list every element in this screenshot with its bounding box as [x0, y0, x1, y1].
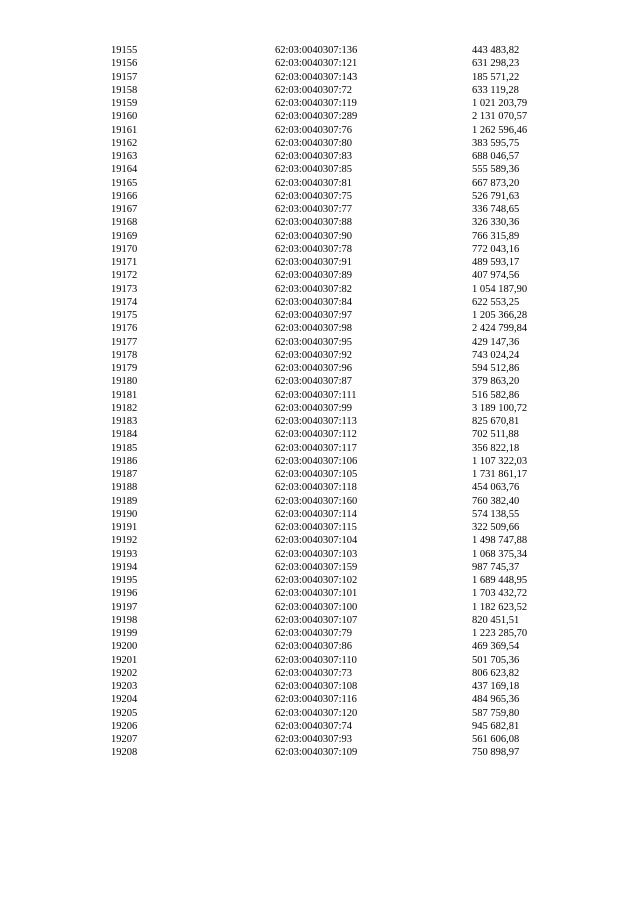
cadastral-number-cell: 62:03:0040307:92	[275, 349, 353, 361]
table-row	[0, 455, 640, 468]
row-number-cell: 19173	[111, 283, 138, 295]
row-number-cell: 19171	[111, 257, 138, 268]
table-row	[0, 57, 640, 70]
cadastral-number-cell: 62:03:0040307:105	[275, 469, 358, 480]
value-cell: 185 571,22	[472, 71, 520, 83]
cadastral-number-cell: 62:03:0040307:102	[275, 575, 358, 586]
value-cell: 1 731 861,17	[472, 469, 528, 480]
value-cell: 443 483,82	[472, 45, 520, 56]
row-number-cell: 19186	[111, 455, 138, 467]
row-number-cell: 19196	[111, 588, 138, 600]
cadastral-number-cell: 62:03:0040307:76	[275, 124, 353, 136]
cadastral-number-cell: 62:03:0040307:103	[275, 548, 358, 560]
cadastral-number-cell: 62:03:0040307:90	[275, 230, 353, 242]
cadastral-number-cell: 62:03:0040307:96	[275, 363, 353, 374]
cadastral-number-cell: 62:03:0040307:81	[275, 177, 353, 189]
cadastral-number-cell: 62:03:0040307:99	[275, 402, 353, 414]
cadastral-number-cell: 62:03:0040307:110	[275, 654, 357, 666]
row-number-cell: 19166	[111, 190, 138, 202]
cadastral-number-cell: 62:03:0040307:86	[275, 641, 353, 653]
cadastral-number-cell: 62:03:0040307:160	[275, 495, 358, 507]
value-cell: 772 043,16	[472, 243, 520, 255]
row-number-cell: 19169	[111, 230, 138, 242]
row-number-cell: 19161	[111, 124, 138, 136]
table-row	[0, 495, 640, 508]
table-row	[0, 415, 640, 428]
value-cell: 322 509,66	[472, 522, 520, 533]
row-number-cell: 19164	[111, 164, 138, 176]
table-row	[0, 534, 640, 547]
row-number-cell: 19191	[111, 522, 138, 533]
value-cell: 454 063,76	[472, 482, 520, 494]
cadastral-number-cell: 62:03:0040307:118	[275, 482, 357, 494]
value-cell: 574 138,55	[472, 508, 520, 520]
value-cell: 407 974,56	[472, 270, 520, 282]
value-cell: 326 330,36	[472, 217, 520, 229]
row-number-cell: 19193	[111, 548, 138, 560]
table-row	[0, 693, 640, 706]
row-number-cell: 19165	[111, 177, 138, 189]
cadastral-number-cell: 62:03:0040307:159	[275, 561, 358, 573]
row-number-cell: 19185	[111, 442, 138, 454]
cadastral-number-cell: 62:03:0040307:108	[275, 681, 358, 692]
row-number-cell: 19183	[111, 416, 138, 427]
row-number-cell: 19202	[111, 667, 138, 679]
row-number-cell: 19155	[111, 45, 138, 56]
cadastral-number-cell: 62:03:0040307:75	[275, 190, 353, 202]
value-cell: 1 205 366,28	[472, 310, 528, 321]
table-row	[0, 508, 640, 521]
table-row	[0, 561, 640, 574]
data-table	[0, 44, 640, 760]
cadastral-number-cell: 62:03:0040307:101	[275, 588, 358, 600]
table-row	[0, 389, 640, 402]
table-row	[0, 442, 640, 455]
row-number-cell: 19157	[111, 71, 138, 83]
value-cell: 633 119,28	[472, 84, 519, 96]
row-number-cell: 19200	[111, 641, 138, 653]
table-row	[0, 640, 640, 653]
row-number-cell: 19163	[111, 151, 138, 162]
table-row	[0, 362, 640, 375]
value-cell: 1 054 187,90	[472, 283, 528, 295]
row-number-cell: 19192	[111, 535, 138, 547]
value-cell: 526 791,63	[472, 190, 520, 202]
row-number-cell: 19195	[111, 575, 138, 586]
cadastral-number-cell: 62:03:0040307:117	[275, 442, 357, 454]
row-number-cell: 19205	[111, 707, 138, 719]
cadastral-number-cell: 62:03:0040307:106	[275, 455, 358, 467]
value-cell: 516 582,86	[472, 389, 520, 401]
table-row	[0, 707, 640, 720]
row-number-cell: 19168	[111, 217, 138, 229]
cadastral-number-cell: 62:03:0040307:120	[275, 707, 358, 719]
cadastral-number-cell: 62:03:0040307:85	[275, 164, 353, 176]
row-number-cell: 19201	[111, 654, 138, 666]
table-row	[0, 746, 640, 759]
value-cell: 1 021 203,79	[472, 98, 528, 109]
value-cell: 555 589,36	[472, 164, 520, 176]
value-cell: 820 451,51	[472, 614, 520, 626]
value-cell: 379 863,20	[472, 376, 520, 388]
value-cell: 1 068 375,34	[472, 548, 528, 560]
table-row	[0, 230, 640, 243]
table-row	[0, 349, 640, 362]
row-number-cell: 19187	[111, 469, 138, 480]
table-row	[0, 110, 640, 123]
row-number-cell: 19194	[111, 561, 138, 573]
row-number-cell: 19203	[111, 681, 138, 692]
cadastral-number-cell: 62:03:0040307:104	[275, 535, 358, 547]
value-cell: 1 262 596,46	[472, 124, 528, 136]
table-row	[0, 203, 640, 216]
cadastral-number-cell: 62:03:0040307:143	[275, 71, 358, 83]
row-number-cell: 19198	[111, 614, 138, 626]
row-number-cell: 19184	[111, 429, 138, 441]
cadastral-number-cell: 62:03:0040307:115	[275, 522, 357, 533]
row-number-cell: 19176	[111, 323, 138, 335]
table-row	[0, 309, 640, 322]
value-cell: 484 965,36	[472, 694, 520, 706]
cadastral-number-cell: 62:03:0040307:88	[275, 217, 353, 229]
value-cell: 766 315,89	[472, 230, 520, 242]
row-number-cell: 19178	[111, 349, 138, 361]
table-row	[0, 256, 640, 269]
table-row	[0, 468, 640, 481]
cadastral-number-cell: 62:03:0040307:119	[275, 98, 357, 109]
row-number-cell: 19180	[111, 376, 138, 388]
cadastral-number-cell: 62:03:0040307:111	[275, 389, 357, 401]
row-number-cell: 19156	[111, 58, 138, 70]
row-number-cell: 19167	[111, 204, 138, 215]
row-number-cell: 19177	[111, 336, 138, 348]
value-cell: 743 024,24	[472, 349, 520, 361]
row-number-cell: 19160	[111, 111, 138, 123]
table-row	[0, 680, 640, 693]
cadastral-number-cell: 62:03:0040307:113	[275, 416, 357, 427]
table-row	[0, 601, 640, 614]
table-row	[0, 375, 640, 388]
table-row	[0, 216, 640, 229]
cadastral-number-cell: 62:03:0040307:116	[275, 694, 357, 706]
value-cell: 987 745,37	[472, 561, 520, 573]
value-cell: 1 689 448,95	[472, 575, 528, 586]
value-cell: 501 705,36	[472, 654, 520, 666]
value-cell: 356 822,18	[472, 442, 520, 454]
table-row	[0, 720, 640, 733]
value-cell: 760 382,40	[472, 495, 520, 507]
value-cell: 631 298,23	[472, 58, 520, 70]
table-row	[0, 44, 640, 57]
value-cell: 688 046,57	[472, 151, 520, 162]
table-row	[0, 733, 640, 746]
cadastral-number-cell: 62:03:0040307:98	[275, 323, 353, 335]
cadastral-number-cell: 62:03:0040307:107	[275, 614, 358, 626]
cadastral-number-cell: 62:03:0040307:89	[275, 270, 353, 282]
value-cell: 489 593,17	[472, 257, 520, 268]
value-cell: 437 169,18	[472, 681, 520, 692]
table-row	[0, 137, 640, 150]
row-number-cell: 19206	[111, 720, 138, 732]
cadastral-number-cell: 62:03:0040307:73	[275, 667, 353, 679]
cadastral-number-cell: 62:03:0040307:77	[275, 204, 353, 215]
value-cell: 1 703 432,72	[472, 588, 528, 600]
table-row	[0, 177, 640, 190]
cadastral-number-cell: 62:03:0040307:72	[275, 84, 353, 96]
row-number-cell: 19207	[111, 734, 138, 745]
cadastral-number-cell: 62:03:0040307:95	[275, 336, 353, 348]
row-number-cell: 19199	[111, 628, 138, 639]
cadastral-number-cell: 62:03:0040307:100	[275, 601, 358, 613]
value-cell: 2 131 070,57	[472, 111, 528, 123]
table-row	[0, 71, 640, 84]
cadastral-number-cell: 62:03:0040307:97	[275, 310, 353, 321]
table-row	[0, 124, 640, 137]
row-number-cell: 19189	[111, 495, 138, 507]
table-row	[0, 654, 640, 667]
table-row	[0, 150, 640, 163]
table-row	[0, 97, 640, 110]
cadastral-number-cell: 62:03:0040307:289	[275, 111, 358, 123]
row-number-cell: 19159	[111, 98, 138, 109]
table-row	[0, 336, 640, 349]
value-cell: 429 147,36	[472, 336, 520, 348]
value-cell: 336 748,65	[472, 204, 520, 215]
row-number-cell: 19175	[111, 310, 138, 321]
row-number-cell: 19190	[111, 508, 138, 520]
cadastral-number-cell: 62:03:0040307:78	[275, 243, 353, 255]
value-cell: 806 623,82	[472, 667, 520, 679]
cadastral-number-cell: 62:03:0040307:80	[275, 137, 353, 149]
row-number-cell: 19204	[111, 694, 138, 706]
table-row	[0, 521, 640, 534]
value-cell: 750 898,97	[472, 747, 520, 759]
cadastral-number-cell: 62:03:0040307:136	[275, 45, 358, 56]
row-number-cell: 19158	[111, 84, 138, 96]
cadastral-number-cell: 62:03:0040307:109	[275, 747, 358, 759]
cadastral-number-cell: 62:03:0040307:87	[275, 376, 353, 388]
cadastral-number-cell: 62:03:0040307:91	[275, 257, 353, 268]
table-row	[0, 627, 640, 640]
table-row	[0, 574, 640, 587]
cadastral-number-cell: 62:03:0040307:79	[275, 628, 353, 639]
row-number-cell: 19188	[111, 482, 138, 494]
value-cell: 825 670,81	[472, 416, 520, 427]
value-cell: 1 107 322,03	[472, 455, 528, 467]
row-number-cell: 19174	[111, 296, 138, 308]
value-cell: 561 606,08	[472, 734, 520, 745]
value-cell: 587 759,80	[472, 707, 520, 719]
table-row	[0, 283, 640, 296]
cadastral-number-cell: 62:03:0040307:121	[275, 58, 358, 70]
value-cell: 622 553,25	[472, 296, 520, 308]
value-cell: 1 223 285,70	[472, 628, 528, 639]
table-row	[0, 322, 640, 335]
cadastral-number-cell: 62:03:0040307:84	[275, 296, 353, 308]
value-cell: 469 369,54	[472, 641, 520, 653]
value-cell: 667 873,20	[472, 177, 520, 189]
value-cell: 702 511,88	[472, 429, 519, 441]
row-number-cell: 19197	[111, 601, 138, 613]
table-row	[0, 84, 640, 97]
row-number-cell: 19208	[111, 747, 138, 759]
value-cell: 383 595,75	[472, 137, 520, 149]
cadastral-number-cell: 62:03:0040307:82	[275, 283, 353, 295]
table-row	[0, 190, 640, 203]
value-cell: 2 424 799,84	[472, 323, 528, 335]
row-number-cell: 19181	[111, 389, 138, 401]
table-row	[0, 587, 640, 600]
value-cell: 594 512,86	[472, 363, 520, 374]
row-number-cell: 19172	[111, 270, 138, 282]
row-number-cell: 19170	[111, 243, 138, 255]
value-cell: 1 182 623,52	[472, 601, 528, 613]
row-number-cell: 19162	[111, 137, 138, 149]
table-row	[0, 163, 640, 176]
table-row	[0, 243, 640, 256]
row-number-cell: 19179	[111, 363, 138, 374]
cadastral-number-cell: 62:03:0040307:93	[275, 734, 353, 745]
value-cell: 1 498 747,88	[472, 535, 528, 547]
table-row	[0, 667, 640, 680]
table-row	[0, 402, 640, 415]
table-row	[0, 481, 640, 494]
table-row	[0, 428, 640, 441]
table-row	[0, 548, 640, 561]
table-row	[0, 296, 640, 309]
table-row	[0, 269, 640, 282]
cadastral-number-cell: 62:03:0040307:114	[275, 508, 357, 520]
value-cell: 3 189 100,72	[472, 402, 528, 414]
cadastral-number-cell: 62:03:0040307:83	[275, 151, 353, 162]
row-number-cell: 19182	[111, 402, 138, 414]
table-row	[0, 614, 640, 627]
value-cell: 945 682,81	[472, 720, 520, 732]
cadastral-number-cell: 62:03:0040307:74	[275, 720, 353, 732]
cadastral-number-cell: 62:03:0040307:112	[275, 429, 357, 441]
